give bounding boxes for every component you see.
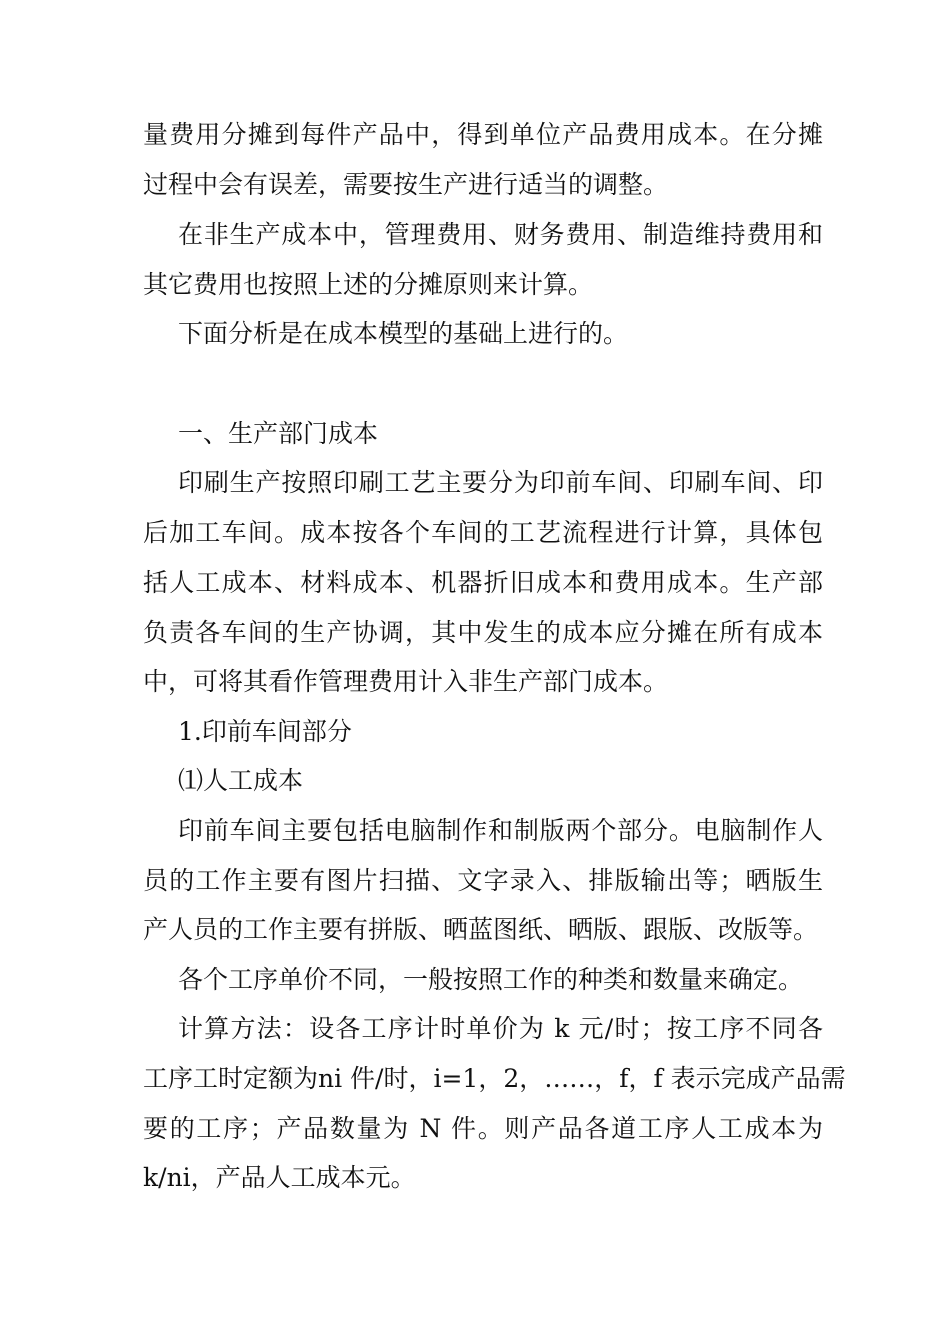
paragraph-line: 中，可将其看作管理费用计入非生产部门成本。 (143, 667, 669, 696)
paragraph-line: 下面分析是在成本模型的基础上进行的。 (178, 319, 629, 348)
paragraph-line: 计算方法：设各工序计时单价为 k 元/时；按工序不同各 (178, 1014, 823, 1043)
paragraph-line: 后加工车间。成本按各个车间的工艺流程进行计算，具体包 (143, 518, 823, 547)
paragraph-line: k/ni，产品人工成本元。 (143, 1163, 416, 1192)
paragraph-line: 括人工成本、材料成本、机器折旧成本和费用成本。生产部 (143, 568, 823, 597)
subsection-heading: 1.印前车间部分 (178, 717, 352, 746)
paragraph-line: 印前车间主要包括电脑制作和制版两个部分。电脑制作人 (178, 816, 823, 845)
paragraph-line: 过程中会有误差，需要按生产进行适当的调整。 (143, 170, 669, 199)
paragraph-line: 员的工作主要有图片扫描、文字录入、排版输出等；晒版生 (143, 866, 823, 895)
paragraph-line: 在非生产成本中，管理费用、财务费用、制造维持费用和 (178, 220, 823, 249)
paragraph-line: 其它费用也按照上述的分摊原则来计算。 (143, 270, 594, 299)
paragraph-line: 印刷生产按照印刷工艺主要分为印前车间、印刷车间、印 (178, 468, 823, 497)
subsection-heading: ⑴人工成本 (178, 766, 304, 795)
paragraph-line: 各个工序单价不同，一般按照工作的种类和数量来确定。 (178, 965, 804, 994)
paragraph-line: 量费用分摊到每件产品中，得到单位产品费用成本。在分摊 (143, 120, 823, 149)
paragraph-line: 产人员的工作主要有拼版、晒蓝图纸、晒版、跟版、改版等。 (143, 915, 819, 944)
section-heading: 一、生产部门成本 (178, 419, 379, 448)
paragraph-line: 要的工序；产品数量为 N 件。则产品各道工序人工成本为 (143, 1114, 823, 1143)
paragraph-line: 负责各车间的生产协调，其中发生的成本应分摊在所有成本 (143, 618, 823, 647)
paragraph-line: 工序工时定额为ni 件/时，i=1，2，……，f，f 表示完成产品需 (143, 1064, 846, 1093)
